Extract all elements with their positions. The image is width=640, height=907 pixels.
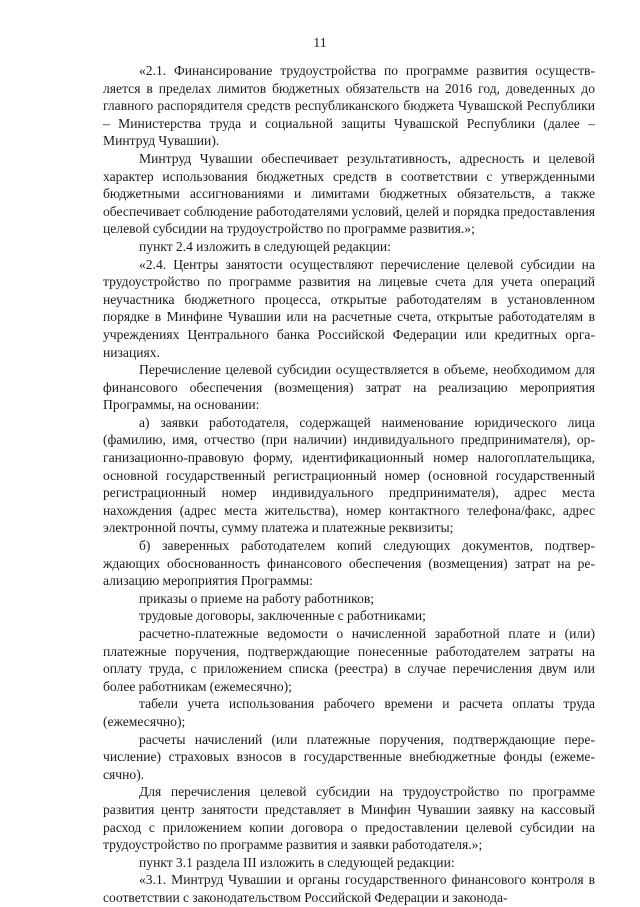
list-item-insurance-calculations: расчеты начислений (или платежные поручения, подтверждающие перечисление) страховых взносов в государственные внебюджетные фонды (ежемесячно).	[103, 731, 595, 782]
paragraph-2-1: «2.1. Финансирование трудоустройства по программе развития осуществляется в пределах лимитов бюджетных обязательств на 2016 год, доведенных до главного распорядителя средств республиканского бюджета Чувашской Республики – Министерства труда и социальной защиты Чувашской Республики (далее – Минтруд Чувашии).	[103, 63, 595, 149]
list-item-labor-contracts: трудовые договоры, заключенные с работниками;	[139, 608, 426, 624]
list-item-timesheets: табели учета использования рабочего времени и расчета оплаты труда (ежемесячно);	[103, 696, 595, 729]
paragraph-cash-request: Для перечисления целевой субсидии на трудоустройство по программе развития центр занятости представляет в Минфин Чувашии заявку на кассовый расход с приложением копии договора о предоставлении целевой субсидии на трудоустройство по программе развития и заявки работодателя.»;	[103, 784, 595, 853]
list-item-payroll-statements: расчетно-платежные ведомости о начисленной заработной плате и (или) платежные поручения, подтверждающие понесенные работодателем затраты на оплату труда, с приложением списка (реестра) в случае перечисления двум или более работникам (ежемесячно);	[103, 626, 595, 694]
paragraph-mintrud-responsibility: Минтруд Чувашии обеспечивает результативность, адресность и целевой характер использования бюджетных средств в соответствии с утвержденными бюджетными ассигнованиями и лимитами бюджетных обязательств, а также обеспечивает соблюдение работодателями условий, целей и порядка предоставления целевой субсидии на трудоустройство по программе развития.»;	[103, 150, 595, 237]
page-number: 11	[313, 36, 327, 51]
paragraph-item-a: а) заявки работодателя, содержащей наименование юридического лица (фамилию, имя, отчество (при наличии) индивидуального предпринимателя), организационно-правовую форму, идентификационный номер налогоплательщика, основной государственный регистрационный номер (основной государственный регистрационный номер индивидуального предпринимателя), адрес места нахождения (адрес места жительства), номер контактного телефона/факс, адрес электронной почты, сумму платежа и платежные реквизиты;	[103, 414, 595, 536]
paragraph-subsidy-transfer: Перечисление целевой субсидии осуществляется в объеме, необходимом для финансового обеспечения (возмещения) затрат на реализацию мероприятия Программы, на основании:	[103, 362, 595, 413]
paragraph-3-1: «3.1. Минтруд Чувашии и органы государственного финансового контроля в соответствии с законодательством Российской Федерации и законода-	[103, 872, 595, 905]
list-item-hiring-orders: приказы о приеме на работу работников;	[139, 590, 375, 606]
paragraph-clause-3-1-intro: пункт 3.1 раздела III изложить в следующей редакции:	[139, 854, 455, 870]
paragraph-clause-2-4-intro: пункт 2.4 изложить в следующей редакции:	[139, 238, 391, 254]
paragraph-item-b: б) заверенных работодателем копий следующих документов, подтверждающих обоснованность финансового обеспечения (возмещения) затрат на реализацию мероприятия Программы:	[103, 538, 595, 589]
document-body	[103, 62, 595, 907]
paragraph-2-4: «2.4. Центры занятости осуществляют перечисление целевой субсидии на трудоустройство по программе развития на лицевые счета для учета операций неучастника бюджетного процесса, открытые работодателям в установленном порядке в Минфине Чувашии или на расчетные счета, открытые работодателям в учреждениях Центрального банка Российской Федерации или кредитных организациях.	[103, 256, 595, 360]
